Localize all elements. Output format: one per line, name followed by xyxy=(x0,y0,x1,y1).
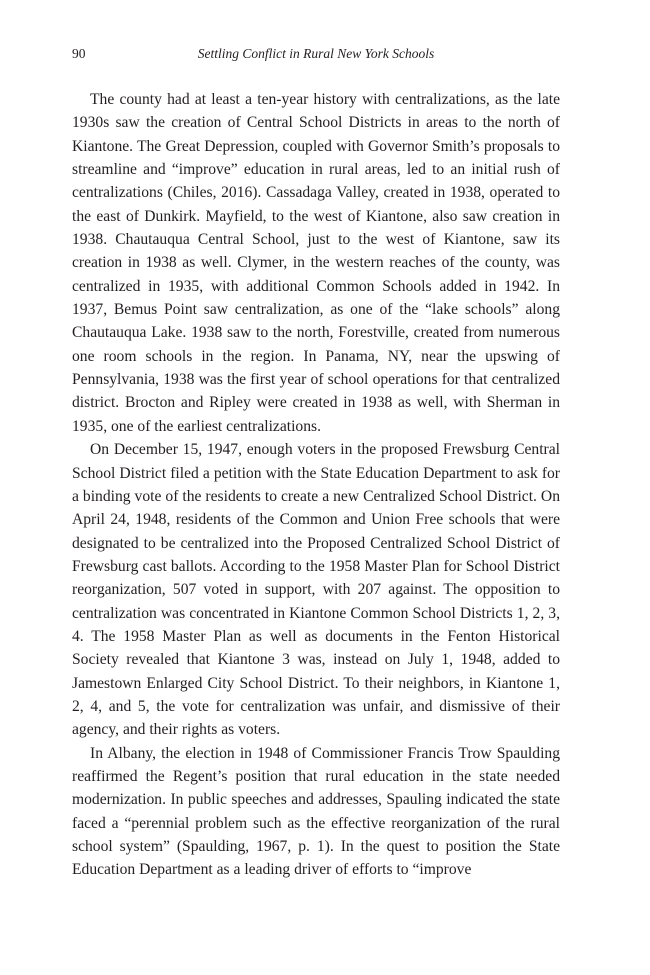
paragraph-centralization-history: The county had at least a ten-year history with centralizations, as the late 1930s saw the creation of Central School Districts in areas to the north of Kiantone. The Great Depression, coupled with Governor Smith’s proposals to streamline and “improve” education in rural areas, led to an initial rush of centralizations (Chiles, 2016). Cassadaga Valley, created in 1938, operated to the east of Dunkirk. Mayfield, to the west of Kiantone, also saw creation in 1938. Chautauqua Central School, just to the west of Kiantone, saw its creation in 1938 as well. Clymer, in the western reaches of the county, was centralized in 1935, with additional Common Schools added in 1942. In 1937, Bemus Point saw centralization, as one of the “lake schools” along Chautauqua Lake. 1938 saw to the north, Forestville, created from numerous one room schools in the region. In Panama, NY, near the upswing of Pennsylvania, 1938 was the first year of school operations for that centralized district. Brocton and Ripley were created in 1938 as well, with Sherman in 1935, one of the earliest centralizations. xyxy=(72,91,560,435)
paragraph-frewsburg-petition: On December 15, 1947, enough voters in the proposed Frewsburg Central School District filed a petition with the State Education Department to ask for a binding vote of the residents to create a new Centralized School District. On April 24, 1948, residents of the Common and Union Free schools that were designated to be centralized into the Proposed Centralized School District of Frewsburg cast ballots. According to the 1958 Master Plan for School District reorganization, 507 voted in support, with 207 against. The opposition to centralization was concentrated in Kiantone Common School Districts 1, 2, 3, 4. The 1958 Master Plan as well as documents in the Fenton Historical Society revealed that Kiantone 3 was, instead on July 1, 1948, added to Jamestown Enlarged City School District. To their neighbors, in Kiantone 1, 2, 4, and 5, the vote for centralization was unfair, and dismissive of their agency, and their rights as voters. xyxy=(72,441,560,739)
running-title: Settling Conflict in Rural New York Schools xyxy=(197,46,435,61)
paragraph-albany-spaulding: In Albany, the election in 1948 of Commissioner Francis Trow Spaulding reaffirmed the Regent’s position that rural education in the state needed modernization. In public speeches and addresses, Spauling indicated the state faced a “perennial problem such as the effective reorganization of the rural school system” (Spaulding, 1967, p. 1). In the quest to position the State Education Department as a leading driver of efforts to “improve xyxy=(72,744,560,879)
page-number: 90 xyxy=(72,46,86,61)
running-head xyxy=(72,46,560,66)
body-text xyxy=(72,88,560,882)
